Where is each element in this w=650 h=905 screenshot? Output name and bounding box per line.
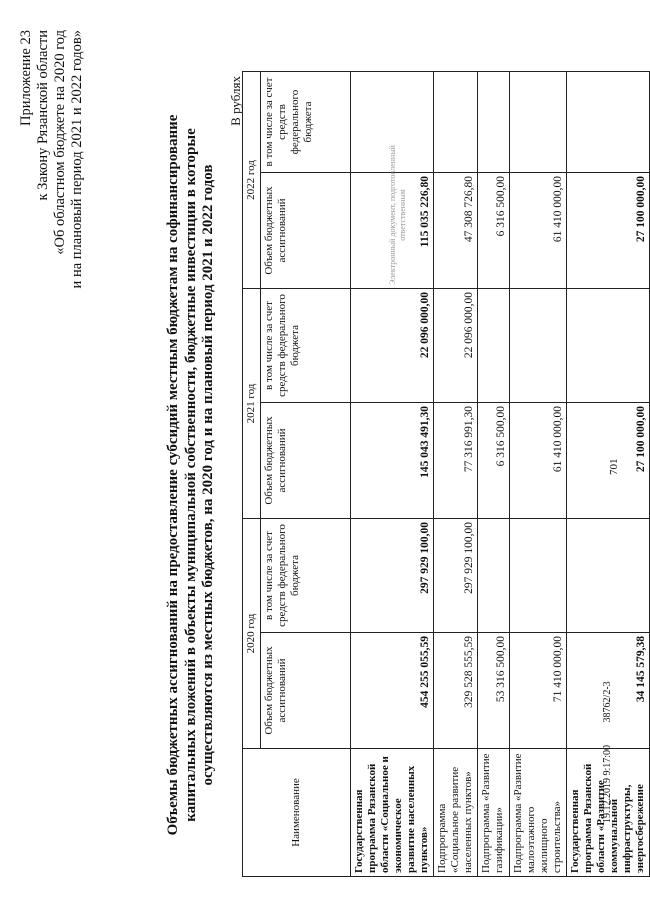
row-name: Подпрограмма «Развитие малоэтажного жилищного строительства»	[510, 749, 567, 877]
row-value: 61 410 000,00	[510, 403, 567, 519]
row-value	[510, 72, 567, 173]
row-value: 27 100 000,00	[567, 403, 650, 519]
row-value	[478, 519, 510, 633]
row-value: 297 929 100,00	[434, 519, 478, 633]
row-value: 22 096 000,00	[434, 289, 478, 403]
appendix-line: и на плановый период 2021 и 2022 годов»	[69, 30, 85, 289]
header-federal: в том числе за счет средств федерального бюджета	[261, 289, 351, 403]
row-name: Государственная программа Рязанской области «Социальное и экономическое развитие населенных пунктов»	[351, 749, 434, 877]
appendix-header	[18, 30, 86, 460]
appendix-line: «Об областном бюджете на 2020 год	[52, 30, 68, 255]
row-value: 34 145 579,38	[567, 633, 650, 749]
appendix-line: к Закону Рязанской области	[35, 30, 51, 201]
row-value: 53 316 500,00	[478, 633, 510, 749]
table-row	[478, 72, 510, 877]
row-value	[567, 289, 650, 403]
row-value: 27 100 000,00	[567, 173, 650, 289]
row-value: 77 316 991,30	[434, 403, 478, 519]
footer	[602, 661, 613, 823]
budget-table	[242, 71, 650, 877]
row-value	[478, 289, 510, 403]
row-value: 115 035 226,80	[351, 173, 434, 289]
table-row	[510, 72, 567, 877]
header-volume: Объем бюджетных ассигнований	[261, 403, 351, 519]
row-value: 22 096 000,00	[351, 289, 434, 403]
header-federal: в том числе за счет средств федерального бюджета	[261, 72, 351, 173]
row-value	[510, 289, 567, 403]
row-value: 61 410 000,00	[510, 173, 567, 289]
footer-code: 38762/2-3	[602, 681, 613, 723]
row-value	[434, 72, 478, 173]
appendix-line: Приложение 23	[18, 30, 34, 126]
header-volume: Объем бюджетных ассигнований	[261, 173, 351, 289]
row-value: 454 255 055,59	[351, 633, 434, 749]
row-name: Государственная программа Рязанской области «Развитие коммунальной инфраструктуры, энергосбережение	[567, 749, 650, 877]
row-value: 6 316 500,00	[478, 173, 510, 289]
row-value: 71 410 000,00	[510, 633, 567, 749]
row-name: Подпрограмма «Развитие газификации»	[478, 749, 510, 877]
header-federal: в том числе за счет средств федерального бюджета	[261, 519, 351, 633]
units-label: В рублях	[228, 76, 243, 126]
row-value: 47 308 726,80	[434, 173, 478, 289]
document-title	[165, 65, 218, 885]
electronic-stamp	[388, 115, 408, 315]
row-value: 145 043 491,30	[351, 403, 434, 519]
row-value	[567, 72, 650, 173]
stamp-line: Электронный документ, подготовленный	[388, 145, 397, 285]
footer-datetime: 19.12.2019 9:17:00	[602, 744, 613, 823]
row-value: 297 929 100,00	[351, 519, 434, 633]
row-value	[567, 519, 650, 633]
header-name: Наименование	[243, 749, 351, 877]
row-value	[478, 72, 510, 173]
header-year-2022: 2022 год	[243, 72, 261, 289]
title-line: осуществляются из местных бюджетов, на 2020 год и на плановый период 2021 и 2022 годов	[200, 164, 216, 786]
title-line: капитальных вложений в объекты муниципальной собственности, бюджетные инвестиции в которые	[182, 128, 199, 822]
header-volume: Объем бюджетных ассигнований	[261, 633, 351, 749]
row-name: Подпрограмма «Социальное развитие населенных пунктов»	[434, 749, 478, 877]
row-value	[510, 519, 567, 633]
row-value: 6 316 500,00	[478, 403, 510, 519]
stamp-line: ответственным	[398, 189, 407, 241]
row-value: 329 528 555,59	[434, 633, 478, 749]
header-year-2021: 2021 год	[243, 289, 261, 519]
title-line: Объемы бюджетных ассигнований на предоставление субсидий местным бюджетам на софинансирование	[165, 114, 181, 836]
table-row	[434, 72, 478, 877]
header-year-2020: 2020 год	[243, 519, 261, 749]
page-number: 701	[608, 458, 620, 475]
